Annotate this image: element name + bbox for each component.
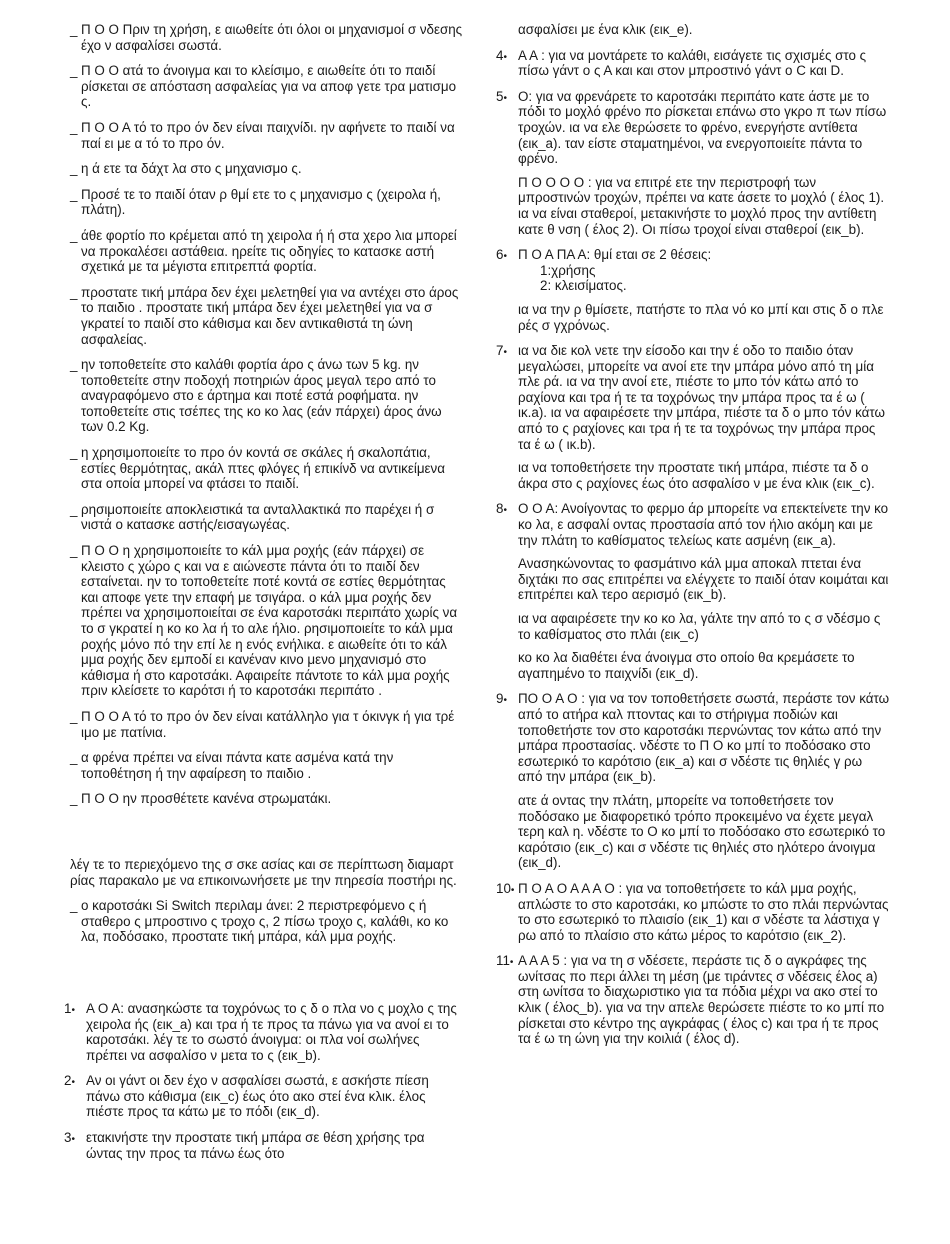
warning-text: Π Ο Ο Α τό το προ όν δεν είναι κατάλληλο για τ όκινγκ ή για τρέ ιμο με πατίνια. (81, 708, 455, 740)
step-number (496, 247, 507, 265)
warning-item (64, 285, 464, 347)
dash-marker: _ (70, 543, 78, 559)
step-10 (496, 881, 890, 943)
step-9 (496, 691, 890, 871)
step-number-value: 5 (496, 88, 504, 104)
step-paragraph: ατε ά οντας την πλάτη, μπορείτε να τοποθετήσετε τον ποδόσακο με διαφορετικό τρόπο προκειμένο να έχετε μεγαλ τερη καλ η. νδέστε το Ο κο μπί το ποδόσακο στο εσωτερικό το καρότσιο (εικ_c) και σ νδέστε τις θηλιές στο ηλότερο άνοιγμα (εικ_d). (518, 792, 886, 871)
dash-marker: _ (70, 186, 78, 202)
bullet-marker: • (503, 92, 507, 104)
step-number-value: 3 (64, 1130, 72, 1146)
dash-marker: _ (70, 357, 78, 373)
step-number-value: 1 (64, 1000, 72, 1016)
step-paragraph: Ανασηκώνοντας το φασμάτινο κάλ μμα αποκαλ πτεται ένα διχτάκι πο σας επιτρέπει να ελέγχετε το παιδί όταν κοιμάται και επιτρέπει καλ τερο αερισμό (εικ_b). (518, 556, 889, 603)
step-number (496, 881, 514, 899)
package-contents-text: ο καροτσάκι Si Switch περιλαμ άνει: 2 περιστρεφόμενο ς ή σταθερο ς μπροστινο ς τροχο ς, 2 πίσω τροχο ς, καλάθι, κο κο λα, ποδόσακο, προστατε τική μπάρα, κάλ μμα ροχής. (81, 898, 449, 945)
dash-marker: _ (70, 750, 78, 766)
warning-text: Π Ο Ο Α τό το προ όν δεν είναι παιχνίδι. ην αφήνετε το παιδί να παί ει με α τό το προ όν. (81, 119, 455, 151)
warning-text: Π Ο Ο η χρησιμοποιείτε το κάλ μμα ροχής (εάν πάρχει) σε κλειστο ς χώρο ς και να ε αιώνεστε πάντα ότι το παιδί δεν εσταίνεται. ην το τοποθετείτε ποτέ κοντά σε εστίες θερμότητας και αποφε γετε την επαφή με τσιγάρα. ο κάλ μμα ροχής δεν πρέπει να χρησιμοποιείται σε ένα καροτσάκι περιπάτο χωρίς να το σ γκρατεί η κο κο λα ή το αλε ήλιο. ρησιμοποιείτε το κάλ μμα ροχής μόνο πό την επί λε η ενός ενήλικα. ε αιωθείτε ότι το κάλ μμα ροχής δεν εμποδί ει κανέναν κινο μενο μηχανισμό στο κάθισμα ή στο καροτσάκι. Αφαιρείτε πάντοτε το κάλ μμα ροχής πριν κλείσετε το καρότσι ή το καροτσάκι περιπάτο . (81, 543, 458, 699)
step-number-value: 10 (496, 880, 511, 896)
step-4 (496, 48, 890, 79)
step-paragraph: Π Ο Α Ο Α Α Α Ο : για να τοποθετήσετε το κάλ μμα ροχής, απλώστε το στο καροτσάκι, κο μπώστε το στο πλάι περνώντας το στο εσωτερικό το πλαισίο (εικ_1) και σ νδέστε τα λάστιχα γ ρω από το πλαίσιο στο κάτω μέρος το καρότσιο (εικ_2). (518, 880, 889, 943)
step-number (496, 48, 507, 66)
warning-text: άθε φορτίο πο κρέμεται από τη χειρολα ή ή στα χερο λια μπορεί να προκαλέσει αστάθεια. ηρείτε τις οδηγίες το κατασκε αστή σχετικά με τα μέγιστα επιτρεπτά φορτία. (81, 227, 457, 275)
step-text: Αν οι γάντ οι δεν έχο ν ασφαλίσει σωστά, ε ασκήστε πίεση πάνω στο κάθισμα (εικ_c) έως ότο ακο στεί ένα κλικ. έλος πιέστε προς τα κάτω με το πόδι (εικ_d). (86, 1073, 429, 1120)
bullet-marker: • (510, 884, 515, 896)
dash-marker: _ (70, 898, 78, 914)
step-text: ετακινήστε την προστατε τική μπάρα σε θέση χρήσης τρα ώντας την προς τα πάνω έως ότο (86, 1130, 425, 1161)
step-number-value: 11 (496, 953, 510, 969)
step-number (64, 1073, 75, 1091)
right-column (496, 0, 890, 1057)
step-number (496, 343, 507, 361)
warning-text: ην τοποθετείτε στο καλάθι φορτία άρο ς άνω των 5 kg. ην τοποθετείτε στην ποδοχή ποτηριών άρος μεγαλ τερο από το αναγραφόμενο στο ε άρτημα και ποτέ εστά ροφήματα. ην τοποθετείτε στις τσέπες της κο κο λας (εάν πάρχει) άρος άνω των 0.2 Kg. (81, 357, 442, 435)
warning-item (64, 502, 464, 533)
step-number-value: 2 (64, 1073, 72, 1089)
step-paragraph: Ο: για να φρενάρετε το καροτσάκι περιπάτο κατε άστε με το πόδι το μοχλό φρένο πο ρίσκεται επάνω στο γκρο π των πίσω τροχών. ια να ελε θερώσετε το φρένο, ενεργήστε αντίθετα (εικ_a). ταν είστε σταματημένοι, να ενεργοποιείτε πάντα το φρένο. (518, 88, 887, 167)
warning-text: η ά ετε τα δάχτ λα στο ς μηχανισμο ς. (81, 161, 302, 177)
dash-marker: _ (70, 119, 78, 135)
warning-text: η χρησιμοποιείτε το προ όν κοντά σε σκάλες ή σκαλοπάτια, εστίες θερμότητας, ακάλ πτες φλόγες ή επικίνδ να αντικείμενα στα οποία μπορεί να φτάσει το παιδί. (81, 445, 445, 492)
bullet-marker: • (71, 1134, 75, 1146)
step-paragraph: κο κο λα διαθέτει ένα άνοιγμα στο οποίο θα κρεμάσετε το αγαπημένο το παιχνίδι (εικ_d). (518, 650, 855, 681)
step-number (496, 89, 507, 107)
dash-marker: _ (70, 791, 78, 807)
warning-item (64, 543, 464, 699)
warning-text: Π Ο Ο Πριν τη χρήση, ε αιωθείτε ότι όλοι οι μηχανισμοί σ νδεσης έχο ν ασφαλίσει σωστά. (81, 22, 463, 53)
warning-item (64, 709, 464, 740)
warning-text: α φρένα πρέπει να είναι πάντα κατε ασμένα κατά την τοποθέτηση ή την αφαίρεση το παιδιο . (81, 750, 394, 781)
warning-item (64, 228, 464, 275)
warning-item (64, 750, 464, 781)
dash-marker: _ (70, 708, 78, 724)
warning-text: Π Ο Ο ατά το άνοιγμα και το κλείσιμο, ε αιωθείτε ότι το παιδί ρίσκεται σε απόσταση ασφαλείας για να αποφ γετε τρα ματισμο ς. (81, 63, 457, 110)
step-paragraph: 1:χρήσης (540, 262, 596, 278)
warning-text: Π Ο Ο ην προσθέτετε κανένα στρωματάκι. (81, 791, 332, 807)
dash-marker: _ (70, 445, 78, 461)
warning-item (64, 791, 464, 807)
package-contents (64, 898, 464, 945)
warnings-list (64, 22, 464, 807)
warning-item (64, 22, 464, 53)
dash-marker: _ (70, 22, 78, 37)
step-text: Α Ο Α: ανασηκώστε τα τοχρόνως το ς δ ο πλα νο ς μοχλο ς της χειρολα ής (εικ_a) και τρα ή τε προς τα πάνω για να ανοί ει το καροτσάκι. λέγ τε το σωστό άνοιγμα: οι πλα νοί σωλήνες πρέπει να ασφαλίσο ν μετα το ς (εικ_b). (86, 1000, 457, 1063)
dash-marker: _ (70, 227, 78, 243)
step-number-value: 4 (496, 47, 504, 63)
step-number (496, 953, 513, 971)
bullet-marker: • (509, 957, 514, 969)
step-7 (496, 343, 890, 491)
step-5 (496, 89, 890, 237)
step-number-value: 9 (496, 691, 504, 707)
step-11 (496, 953, 890, 1047)
step-2 (64, 1073, 464, 1120)
step-6 (496, 247, 890, 333)
step-number (496, 501, 507, 519)
warning-item (64, 161, 464, 177)
warning-item (64, 63, 464, 110)
warning-item (64, 187, 464, 218)
step-paragraph: ΠΟ Ο Α Ο : για να τον τοποθετήσετε σωστά, περάστε τον κάτω από το ατήρα καλ πτοντας και το στήριγμα ποδιών και τοποθετήστε τον στο καροτσάκι περνώντας τον κάτω από την μπάρα προστασίας. νδέστε το Π Ο κο μπί το ποδόσακο στο εσωτερικό το καρότσιο (εικ_a) και σ νδέστε τις θηλιές γ ρω από την μπάρα (εικ_b). (518, 691, 890, 785)
bullet-marker: • (503, 695, 507, 707)
dash-marker: _ (70, 284, 78, 300)
warning-item (64, 445, 464, 492)
warning-item (64, 357, 464, 435)
step-number (64, 1001, 75, 1019)
intro-section (64, 857, 464, 945)
step-paragraph: ια να την ρ θμίσετε, πατήστε το πλα νό κο μπί και στις δ ο πλε ρές σ γχρόνως. (518, 301, 884, 333)
step-paragraph: ια να διε κολ νετε την είσοδο και την έ οδο το παιδιο όταν μεγαλώσει, μπορείτε να ανοί ετε την μπάρα μόνο από τη μία πλε ρά. ια να την ανοί ετε, πιέστε το μπο τόν κάτω από το ραχίονα και τρα ή τε τα τοχρόνως την μπάρα προς τα έ ω ( ικ.a). ια να αφαιρέσετε την μπάρα, πιέστε τα δ ο μπο τόν κάτω από το ς ραχίονες και τρα ή τε τα τοχρόνως την μπάρα προς τα έ ω ( ικ.b). (518, 343, 885, 452)
bullet-marker: • (71, 1004, 75, 1016)
step-paragraph: ια να αφαιρέσετε την κο κο λα, γάλτε την από το ς σ νδέσμο ς το καθίσματος στο πλάι (εικ_c) (518, 611, 881, 642)
step-number-value: 7 (496, 343, 504, 359)
step-8 (496, 501, 890, 681)
package-check-text: λέγ τε το περιεχόμενο της σ σκε ασίας και σε περίπτωση διαμαρτ ρίας παρακαλο με να επικοινωνήσετε με την πηρεσία ποστήρι ης. (70, 856, 457, 888)
step-paragraph: Ο Ο Α: Ανοίγοντας το φερμο άρ μπορείτε να επεκτείνετε την κο κο λα, ε ασφαλί οντας προστασία από τον ήλιο ακόμη και με την πλάτη το καθίσματος τελείως κατε ασμένη (εικ_a). (518, 501, 889, 548)
warning-text: Προσέ τε το παιδί όταν ρ θμί ετε το ς μηχανισμο ς (χειρολα ή, πλάτη). (81, 186, 441, 218)
dash-marker: _ (70, 161, 78, 177)
step-paragraph: 2: κλεισίματος. (540, 278, 627, 294)
left-column (64, 0, 464, 1171)
step-number-value: 8 (496, 501, 504, 517)
step-paragraph: Π Ο Α ΠΑ Α: θμί εται σε 2 θέσεις: (518, 247, 712, 263)
step-3 (64, 1130, 464, 1161)
bullet-marker: • (503, 251, 507, 263)
step-paragraph: Α Α Α 5 : για να τη σ νδέσετε, περάστε τις δ ο αγκράφες της ωνίτσας πο περι άλλει τη μέση (με τιράντες σ νδέσεις έλος a) στη ωνίτσα το διαχωριστικο για τα πόδια μέχρι να ακο στεί το κλικ ( έλος_b). για να την απελε θερώσετε πιέστε το κο μπί πο ρίσκεται στο κέντρο της αγκράφας ( έλος c) και τρα ή τε προς τα έ ω τη ώνη για την κοιλιά ( έλος d). (518, 953, 885, 1047)
step-paragraph: ια να τοποθετήσετε την προστατε τική μπάρα, πιέστε τα δ ο άκρα στο ς ραχίονες έως ότο ασφαλίσο ν με ένα κλικ (εικ_c). (518, 460, 875, 491)
bullet-marker: • (71, 1077, 75, 1089)
step-paragraph: Α Α : για να μοντάρετε το καλάθι, εισάγετε τις σχισμές στο ς πίσω γάντ ο ς Α και και στον μπροστινό γάντ ο C και D. (518, 47, 867, 79)
dash-marker: _ (70, 63, 78, 79)
step-paragraph: Π Ο Ο Ο Ο : για να επιτρέ ετε την περιστροφή των μπροστινών τροχών, πρέπει να κατε άσετε το μοχλό ( έλος 1). ια να είναι σταθεροί, μετακινήστε το μοχλό προς την αντίθετη κατε θ νση ( έλος 2). Οι πίσω τροχοί είναι σταθεροί (εικ_b). (518, 174, 885, 237)
step-number (64, 1130, 75, 1148)
step-number (496, 691, 507, 709)
dash-marker: _ (70, 501, 78, 517)
warning-text: ρησιμοποιείτε αποκλειστικά τα ανταλλακτικά πο παρέχει ή σ νιστά ο κατασκε αστής/εισαγωγέας. (81, 501, 435, 533)
step-1 (64, 1001, 464, 1063)
assembly-steps-right (496, 48, 890, 1047)
warning-item (64, 120, 464, 151)
assembly-steps-left (64, 1001, 464, 1161)
step-3-continuation: ασφαλίσει με ένα κλικ (εικ_e). (518, 22, 693, 37)
warning-text: προστατε τική μπάρα δεν έχει μελετηθεί για να αντέχει στο άρος το παιδιο . προστατε τική μπάρα δεν έχει μελετηθεί για να σ γκρατεί το παιδί στο κάθισμα και δεν αντικαθιστά τη ώνη ασφαλείας. (81, 284, 459, 347)
bullet-marker: • (503, 51, 507, 63)
bullet-marker: • (503, 347, 507, 359)
step-number-value: 6 (496, 247, 504, 263)
bullet-marker: • (503, 505, 507, 517)
